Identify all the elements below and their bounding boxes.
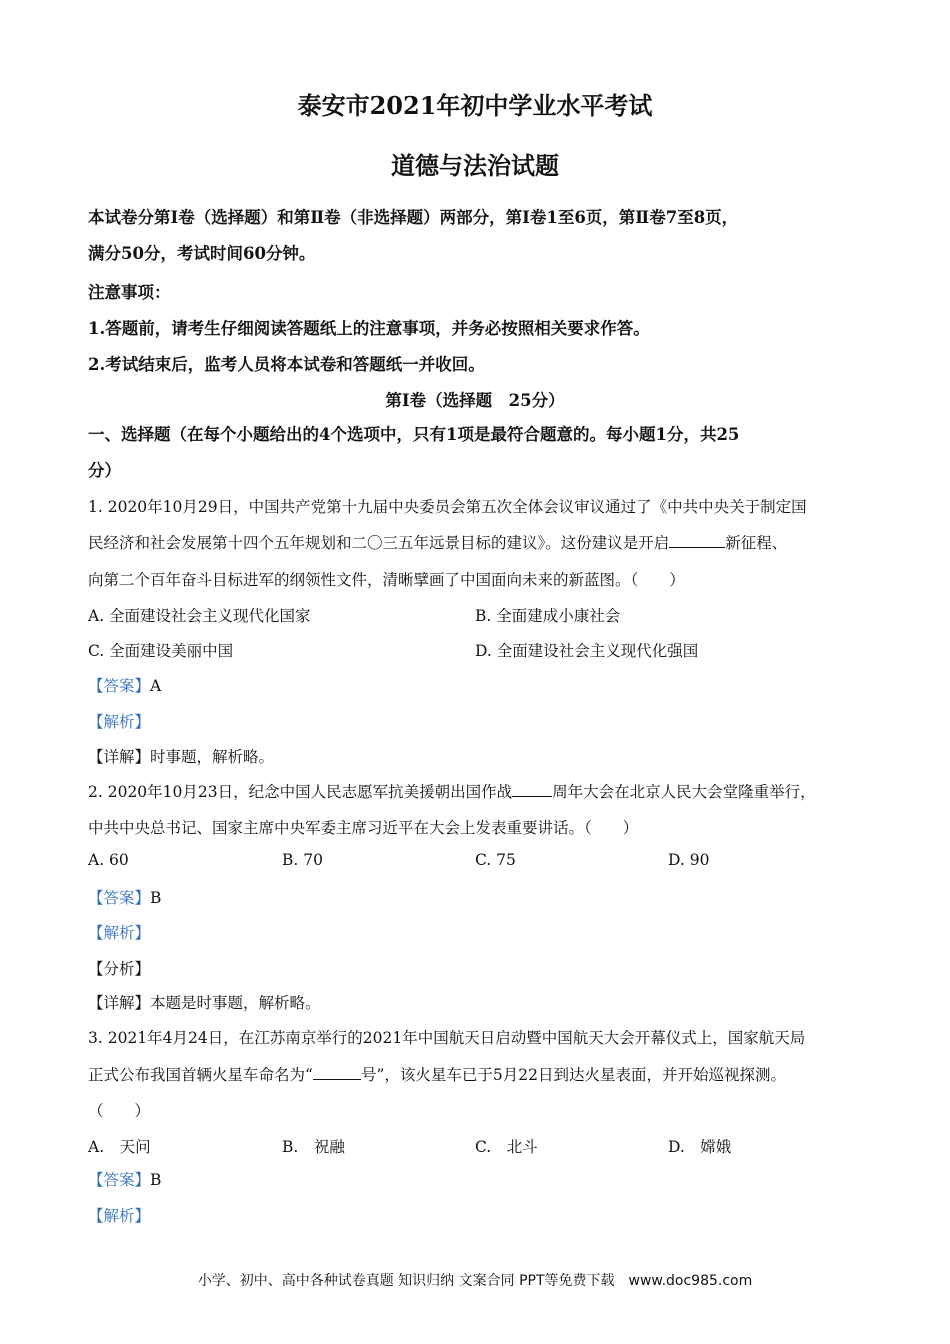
q1-answer-value: A — [150, 677, 162, 695]
note-1: 1.答题前，请考生仔细阅读答题纸上的注意事项，并务必按照相关要求作答。 — [88, 319, 650, 338]
q3-line-3: （ ） — [88, 1102, 151, 1120]
q1-line-3: 向第二个百年奋斗目标进军的纲领性文件，清晰擘画了中国面向未来的新蓝图。（ ） — [88, 571, 685, 589]
q3-line-2-text-end: 号”，该火星车已于5月22日到达火星表面，并开始巡视探测。 — [360, 1066, 786, 1084]
q3-answer-label: 【答案】 — [88, 1171, 151, 1189]
q3-option-d: D. 嫦娥 — [668, 1138, 732, 1156]
q1-option-c: C. 全面建设美丽中国 — [88, 642, 234, 660]
q3-line-1: 3. 2021年4月24日，在江苏南京举行的2021年中国航天日启动暨中国航天大会开幕仪式上，国家航天局 — [88, 1029, 806, 1047]
q2-option-a: A. 60 — [88, 851, 129, 869]
q1-blank — [669, 546, 725, 548]
intro-line-1: 本试卷分第Ⅰ卷（选择题）和第Ⅱ卷（非选择题）两部分，第Ⅰ卷1至6页，第Ⅱ卷7至8页， — [88, 208, 739, 227]
q2-detail — [88, 991, 321, 1013]
q2-answer-label: 【答案】 — [88, 889, 151, 907]
q1-line-2-text: 民经济和社会发展第十四个五年规划和二〇三五年远景目标的建议》。这份建议是开启 — [88, 534, 670, 552]
q1-analysis-label: 【解析】 — [88, 713, 151, 731]
q2-blank — [512, 795, 552, 797]
volume-heading: 第Ⅰ卷（选择题 25分） — [385, 391, 565, 410]
note-2: 2.考试结束后，监考人员将本试卷和答题纸一并收回。 — [88, 355, 485, 374]
q2-answer-value: B — [150, 889, 162, 907]
q2-detail-text: 本题是时事题，解析略。 — [150, 994, 321, 1012]
q3-option-b: B. 祝融 — [282, 1138, 345, 1156]
q3-answer-value: B — [150, 1171, 162, 1189]
q1-detail-label: 【详解】 — [88, 748, 151, 766]
q1-option-b: B. 全面建成小康社会 — [475, 607, 621, 625]
q2-option-c: C. 75 — [475, 851, 516, 869]
section-heading-line-1: 一、选择题（在每个小题给出的4个选项中，只有1项是最符合题意的。每小题1分，共25 — [88, 425, 740, 444]
q3-option-c: C. 北斗 — [475, 1138, 538, 1156]
q2-detail-label: 【详解】 — [88, 994, 151, 1012]
q3-answer — [88, 1168, 161, 1190]
q2-option-b: B. 70 — [282, 851, 323, 869]
q1-line-2 — [88, 531, 787, 553]
q3-blank — [313, 1078, 361, 1080]
q2-fenxi-label: 【分析】 — [88, 960, 151, 978]
q1-answer — [88, 674, 161, 696]
exam-title: 泰安市2021年初中学业水平考试 — [297, 91, 653, 120]
q1-detail-text: 时事题，解析略。 — [150, 748, 275, 766]
q2-line-1-text-end: 周年大会在北京人民大会堂隆重举行， — [552, 783, 816, 801]
q2-line-2: 中共中央总书记、国家主席中央军委主席习近平在大会上发表重要讲话。（ ） — [88, 819, 639, 837]
q1-line-2-text-end: 新征程、 — [725, 534, 788, 552]
q1-option-d: D. 全面建设社会主义现代化强国 — [475, 642, 699, 660]
intro-line-2: 满分50分，考试时间60分钟。 — [88, 244, 316, 263]
q1-option-a: A. 全面建设社会主义现代化国家 — [88, 607, 311, 625]
q3-option-a: A. 天问 — [88, 1138, 151, 1156]
q2-analysis-label: 【解析】 — [88, 924, 151, 942]
q3-line-2 — [88, 1063, 786, 1085]
q2-option-d: D. 90 — [668, 851, 710, 869]
q2-answer — [88, 886, 161, 908]
q2-line-1 — [88, 780, 816, 802]
q3-line-2-text: 正式公布我国首辆火星车命名为“ — [88, 1066, 313, 1084]
q1-line-1: 1. 2020年10月29日，中国共产党第十九届中央委员会第五次全体会议审议通过了《中共中央关于制定国 — [88, 498, 807, 516]
section-heading-line-2: 分） — [88, 461, 121, 480]
page-footer: 小学、初中、高中各种试卷真题 知识归纳 文案合同 PPT等免费下载 www.doc985.com — [197, 1273, 753, 1289]
q2-line-1-text: 2. 2020年10月23日，纪念中国人民志愿军抗美援朝出国作战 — [88, 783, 513, 801]
q3-analysis-label: 【解析】 — [88, 1207, 151, 1225]
q1-detail — [88, 745, 274, 767]
notes-heading: 注意事项： — [88, 283, 171, 302]
q1-answer-label: 【答案】 — [88, 677, 151, 695]
exam-subtitle: 道德与法治试题 — [391, 151, 559, 180]
